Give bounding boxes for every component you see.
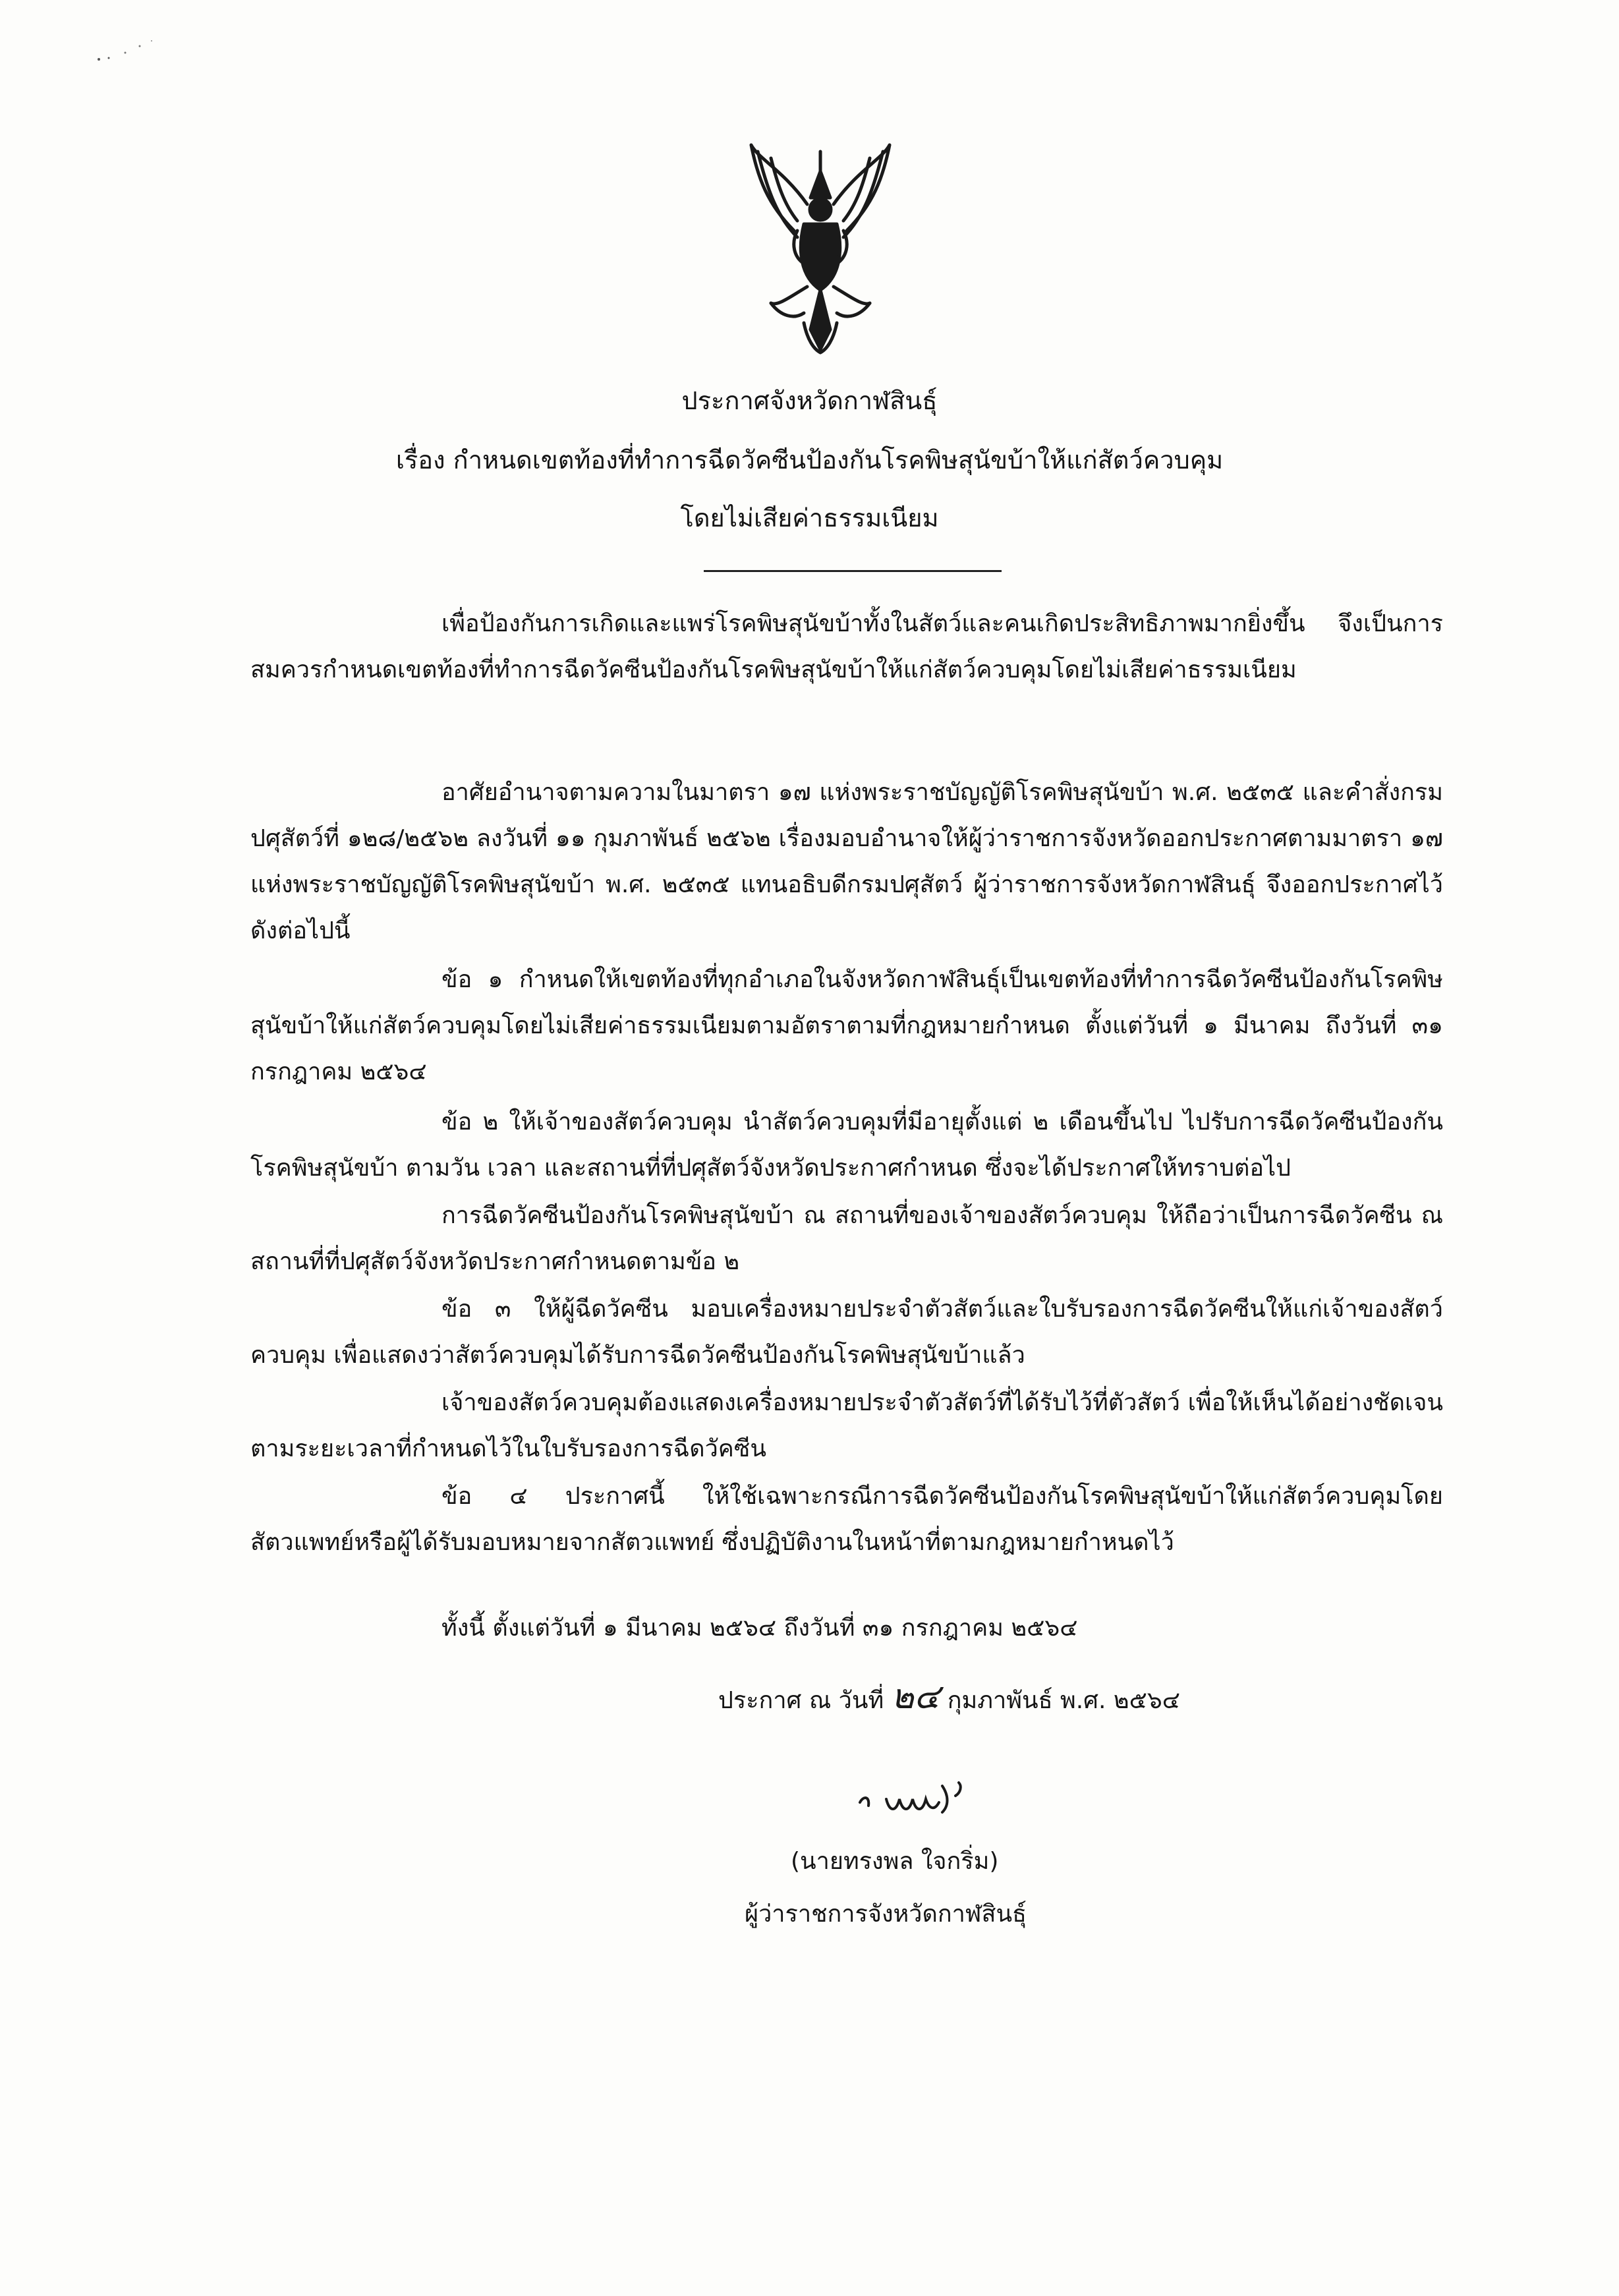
paragraph-clause-3: ข้อ ๓ ให้ผู้ฉีดวัคซีน มอบเครื่องหมายประจำตัวสัตว์และใบรับรองการฉีดวัคซีนให้แก่เจ้าของสัตว์ควบคุม เพื่อแสดงว่าสัตว์ควบคุมได้รับการฉีดวัคซีนป้องกันโรคพิษสุนัขบ้าแล้ว xyxy=(250,1296,1443,1369)
announcement-subject-cont: โดยไม่เสียค่าธรรมเนียม xyxy=(680,503,939,532)
date-prefix: ประกาศ ณ วันที่ xyxy=(718,1687,892,1714)
paragraph-clause-1: ข้อ ๑ กำหนดให้เขตท้องที่ทุกอำเภอในจังหวัดกาฬสินธุ์เป็นเขตท้องที่ทำการฉีดวัคซีนป้องกันโรคพิษสุนัขบ้าให้แก่สัตว์ควบคุมโดยไม่เสียค่าธรรมเนียมตามอัตราตามที่กฎหมายกำหนด ตั้งแต่วันที่ ๑ มีนาคม ถึงวันที่ ๓๑ กรกฎาคม ๒๕๖๔ xyxy=(250,966,1443,1085)
handwritten-day: ๒๔ xyxy=(891,1677,940,1717)
garuda-emblem-icon xyxy=(731,132,909,356)
title-divider xyxy=(704,570,1002,572)
paragraph-clause-4: ข้อ ๔ ประกาศนี้ ให้ใช้เฉพาะกรณีการฉีดวัคซีนป้องกันโรคพิษสุนัขบ้าให้แก่สัตว์ควบคุมโดยสัตวแพทย์หรือผู้ได้รับมอบหมายจากสัตวแพทย์ ซึ่งปฏิบัติงานในหน้าที่ตามกฎหมายกำหนดไว้ xyxy=(250,1483,1443,1556)
paragraph-authority: อาศัยอำนาจตามความในมาตรา ๑๗ แห่งพระราชบัญญัติโรคพิษสุนัขบ้า พ.ศ. ๒๕๓๕ และคำสั่งกรมปศุสัตว์ที่ ๑๒๘/๒๕๖๒ ลงวันที่ ๑๑ กุมภาพันธ์ ๒๕๖๒ เรื่องมอบอำนาจให้ผู้ว่าราชการจังหวัดออกประกาศตามมาตรา ๑๗ แห่งพระราชบัญญัติโรคพิษสุนัขบ้า พ.ศ. ๒๕๓๕ แทนอธิบดีกรมปศุสัตว์ ผู้ว่าราชการจังหวัดกาฬสินธุ์ จึงออกประกาศไว้ดังต่อไปนี้ xyxy=(250,779,1443,944)
announcement-title: ประกาศจังหวัดกาฬสินธุ์ xyxy=(681,386,938,415)
paragraph-clause-2: ข้อ ๒ ให้เจ้าของสัตว์ควบคุม นำสัตว์ควบคุมที่มีอายุตั้งแต่ ๒ เดือนขึ้นไป ไปรับการฉีดวัคซีนป้องกันโรคพิษสุนัขบ้า ตามวัน เวลา และสถานที่ที่ปศุสัตว์จังหวัดประกาศกำหนด ซึ่งจะได้ประกาศให้ทราบต่อไป xyxy=(250,1108,1443,1182)
date-suffix: กุมภาพันธ์ พ.ศ. ๒๕๖๔ xyxy=(940,1687,1180,1714)
announcement-date xyxy=(718,1674,1180,1724)
signatory-position: ผู้ว่าราชการจังหวัดกาฬสินธุ์ xyxy=(745,1901,1027,1928)
paragraph-clause-3-note: เจ้าของสัตว์ควบคุมต้องแสดงเครื่องหมายประจำตัวสัตว์ที่ได้รับไว้ที่ตัวสัตว์ เพื่อให้เห็นได้อย่างชัดเจนตามระยะเวลาที่กำหนดไว้ในใบรับรองการฉีดวัคซีน xyxy=(250,1389,1443,1462)
paragraph-clause-2-note: การฉีดวัคซีนป้องกันโรคพิษสุนัขบ้า ณ สถานที่ของเจ้าของสัตว์ควบคุม ให้ถือว่าเป็นการฉีดวัคซีน ณ สถานที่ที่ปศุสัตว์จังหวัดประกาศกำหนดตามข้อ ๒ xyxy=(250,1202,1443,1275)
signatory-name: (นายทรงพล ใจกริ่ม) xyxy=(791,1848,999,1875)
scan-specks xyxy=(79,26,185,79)
paragraph-purpose: เพื่อป้องกันการเกิดและแพร่โรคพิษสุนัขบ้าทั้งในสัตว์และคนเกิดประสิทธิภาพมากยิ่งขึ้น จึงเป็นการสมควรกำหนดเขตท้องที่ทำการฉีดวัคซีนป้องกันโรคพิษสุนัขบ้าให้แก่สัตว์ควบคุมโดยไม่เสียค่าธรรมเนียม xyxy=(250,610,1443,683)
announcement-subject: เรื่อง กำหนดเขตท้องที่ทำการฉีดวัคซีนป้องกันโรคพิษสุนัขบ้าให้แก่สัตว์ควบคุม xyxy=(395,445,1224,474)
handwritten-signature xyxy=(850,1766,1008,1832)
effective-period: ทั้งนี้ ตั้งแต่วันที่ ๑ มีนาคม ๒๕๖๔ ถึงวันที่ ๓๑ กรกฎาคม ๒๕๖๔ xyxy=(441,1615,1078,1642)
